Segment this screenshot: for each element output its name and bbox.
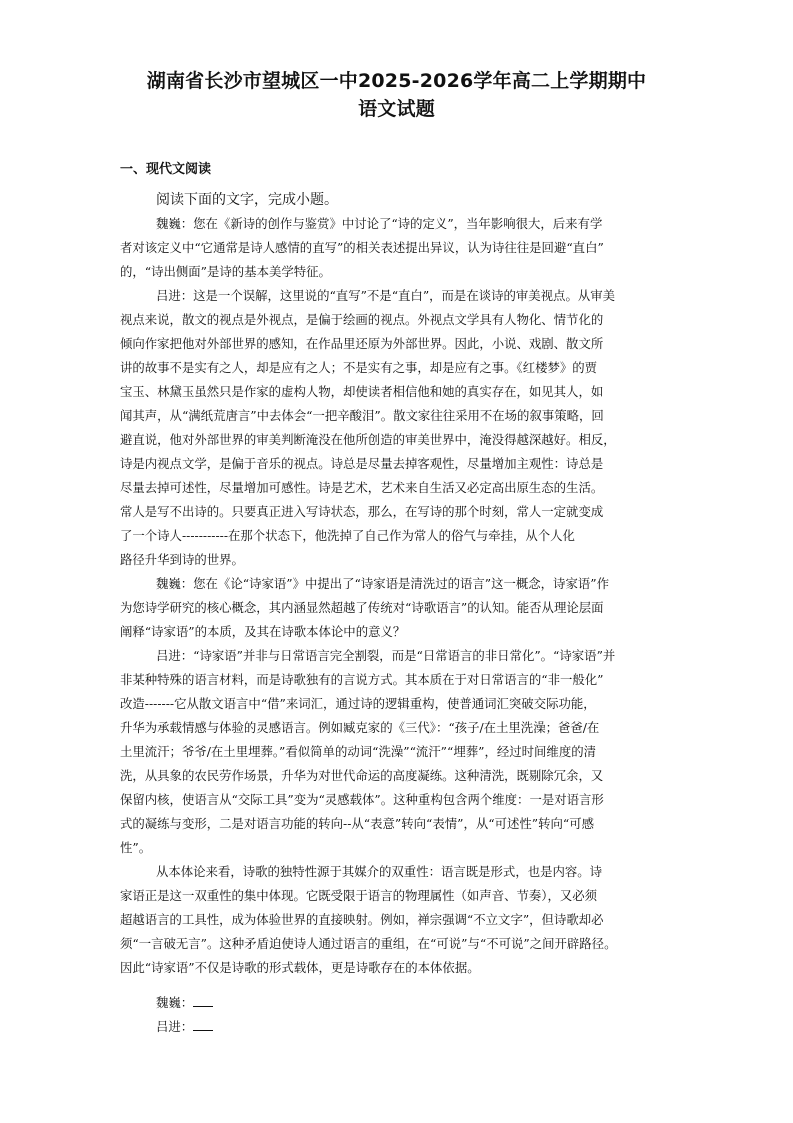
passage-line: 因此“诗家语”不仅是诗歌的形式载体，更是诗歌存在的本体依据。 <box>120 960 480 975</box>
passage-line: 从本体论来看，诗歌的独特性源于其媒介的双重性：语言既是形式，也是内容。诗 <box>156 864 603 879</box>
reading-passage <box>120 212 680 980</box>
passage-line: 魏巍：您在《论“诗家语”》中提出了“诗家语是清洗过的语言”这一概念，诗家语”作 <box>156 576 609 591</box>
passage-line: 家语正是这一双重性的集中体现。它既受限于语言的物理属性（如声音、节奏），又必须 <box>120 888 598 903</box>
passage-line: 了一个诗人-----------在那个状态下，他洗掉了自己作为常人的俗气与牵挂，从个人化 <box>120 528 575 543</box>
document-title-line1: 湖南省长沙市望城区一中2025-2026学年高二上学期期中 <box>146 70 647 92</box>
passage-line: 倾向作家把他对外部世界的感知，在作品里还原为外部世界。因此，小说、戏剧、散文所 <box>120 336 604 351</box>
passage-line: 尽量去掉可述性，尽量增加可感性。诗是艺术，艺术来自生活又必定高出原生态的生活。 <box>120 480 604 495</box>
passage-line: 须“一言破无言”。这种矛盾迫使诗人通过语言的重组，在“可说”与“不可说”之间开辟路径。 <box>120 936 617 951</box>
passage-line: 宝玉、林黛玉虽然只是作家的虚构人物，却使读者相信他和她的真实存在，如见其人，如 <box>120 384 604 399</box>
passage-line: 吕进：这是一个误解，这里说的“直写”不是“直白”，而是在谈诗的审美视点。从审美 <box>156 288 616 303</box>
passage-line: 诗是内视点文学，是偏于音乐的视点。诗总是尽量去掉客观性，尽量增加主观性：诗总是 <box>120 456 604 471</box>
answer-line-wei <box>156 991 213 1015</box>
passage-line: 式的凝练与变形，二是对语言功能的转向--从“表意”转向“表情”，从“可述性”转向“可感 <box>120 816 594 831</box>
passage-line: 避直说，他对外部世界的审美判断淹没在他所创造的审美世界中，淹没得越深越好。相反， <box>120 432 616 447</box>
passage-line: 讲的故事不是实有之人，却是应有之人；不是实有之事，却是应有之事。《红楼梦》的贾 <box>120 360 598 375</box>
passage-line: 吕进：“诗家语”并非与日常语言完全割裂，而是“日常语言的非日常化”。“诗家语”并 <box>156 648 616 663</box>
answer-blank-lv[interactable] <box>193 1016 213 1031</box>
passage-line: 非某种特殊的语言材料，而是诗歌独有的言说方式。其本质在于对日常语言的“非一般化” <box>120 672 604 687</box>
passage-line: 改造-------它从散文语言中“借”来词汇，通过诗的逻辑重构，使普通词汇突破交际功能， <box>120 696 596 711</box>
passage-line: 阐释“诗家语”的本质，及其在诗歌本体论中的意义？ <box>120 624 406 639</box>
passage-line: 洗，从具象的农民劳作场景，升华为对世代命运的高度凝练。这种清洗，既剔除冗余，又 <box>120 768 604 783</box>
passage-line: 为您诗学研究的核心概念，其内涵显然超越了传统对“诗歌语言”的认知。能否从理论层面 <box>120 600 604 615</box>
passage-line: 的，“诗出侧面”是诗的基本美学特征。 <box>120 264 331 279</box>
section-heading: 一、现代文阅读 <box>120 162 212 177</box>
passage-line: 性”。 <box>120 840 152 855</box>
passage-line: 升华为承载情感与体验的灵感语言。例如臧克家的《三代》：“孩子/在土里洗澡；爸爸/在 <box>120 720 600 735</box>
document-title-line2: 语文试题 <box>358 98 435 120</box>
reading-instruction: 阅读下面的文字，完成小题。 <box>156 192 338 208</box>
answer-label-lv: 吕进： <box>156 1019 194 1034</box>
passage-line: 闻其声，从“满纸荒唐言”中去体会“一把辛酸泪”。散文家往往采用不在场的叙事策略，回 <box>120 408 604 423</box>
passage-line: 者对该定义中“它通常是诗人感情的直写”的相关表述提出异议，认为诗往往是回避“直白” <box>120 240 604 255</box>
passage-line: 路径升华到诗的世界。 <box>120 552 244 567</box>
answer-label-wei: 魏巍： <box>156 995 194 1010</box>
passage-line: 视点来说，散文的视点是外视点，是偏于绘画的视点。外视点文学具有人物化、情节化的 <box>120 312 604 327</box>
passage-line: 常人是写不出诗的。只要真正进入写诗状态，那么，在写诗的那个时刻，常人一定就变成 <box>120 504 604 519</box>
passage-line: 魏巍：您在《新诗的创作与鉴赏》中讨论了“诗的定义”，当年影响很大，后来有学 <box>156 216 603 231</box>
answer-blank-wei[interactable] <box>193 992 213 1007</box>
passage-line: 保留内核，使语言从“交际工具”变为“灵感载体”。这种重构包含两个维度：一是对语言形 <box>120 792 604 807</box>
passage-line: 土里流汗；爷爷/在土里埋葬。”看似简单的动词“洗澡”“流汗”“埋葬”，经过时间维度的清 <box>120 744 596 759</box>
passage-line: 超越语言的工具性，成为体验世界的直接映射。例如，禅宗强调“不立文字”，但诗歌却必 <box>120 912 604 927</box>
answer-line-lv <box>156 1015 213 1039</box>
